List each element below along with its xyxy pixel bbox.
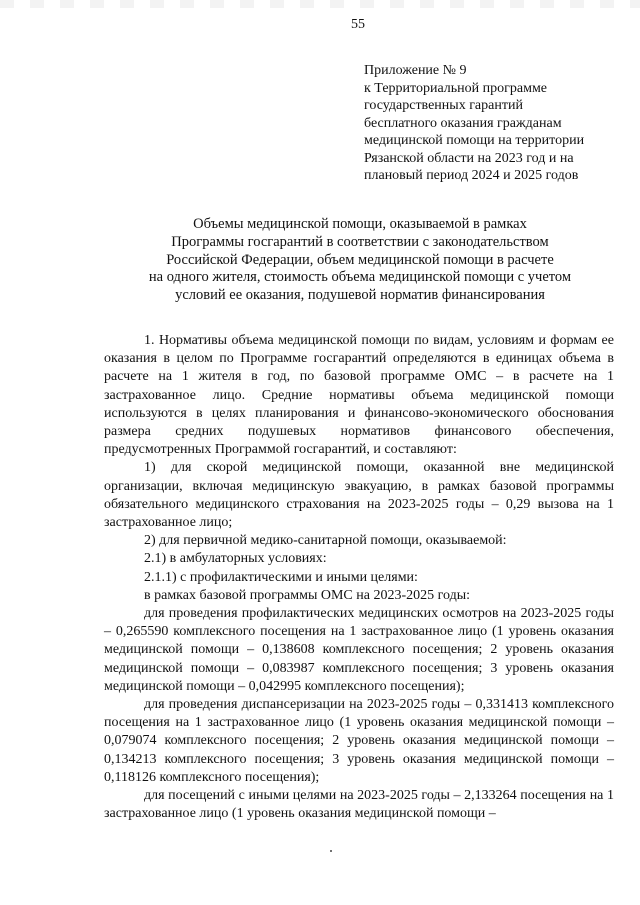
document-title [105, 216, 615, 305]
document-body [104, 332, 614, 823]
paragraph-preventive: 2.1.1) с профилактическими и иными целями: [144, 569, 418, 585]
paragraph-basic-program: в рамках базовой программы ОМС на 2023-2025 годы: [144, 587, 471, 603]
paragraph-emergency-care: 1) для скорой медицинской помощи, оказанной вне медицинской организации, включая медицинскую эвакуацию, в рамках базовой программы обязательного медицинского страхования на 2023-2025 годы – 0,29 вызова на 1 застрахованное лицо; [104, 460, 614, 531]
appendix-block [364, 62, 634, 185]
scan-artifact-strip [0, 0, 640, 8]
title-line: Объемы медицинской помощи, оказываемой в рамках [193, 216, 527, 232]
appendix-line: плановый период 2024 и 2025 годов [364, 168, 579, 183]
scan-dot [330, 850, 332, 852]
paragraph-dispensary: для проведения диспансеризации на 2023-2025 годы – 0,331413 комплексного посещения на 1 застрахованное лицо (1 уровень оказания медицинской помощи – 0,079074 комплексного посещения; 2 уровень оказания медицинской помощи – 0,134213 комплексного посещения; 3 уровень оказания медицинской помощи – 0,118126 комплексного посещения); [104, 697, 614, 785]
appendix-line: Приложение № 9 [364, 63, 467, 78]
title-line: условий ее оказания, подушевой норматив финансирования [175, 287, 545, 304]
appendix-line: Рязанской области на 2023 год и на [364, 150, 574, 166]
title-line: Российской Федерации, объем медицинской помощи в расчете [166, 251, 554, 268]
title-line: на одного жителя, стоимость объема медицинской помощи с учетом [148, 269, 572, 286]
paragraph-other-visits: для посещений с иными целями на 2023-2025 годы – 2,133264 посещения на 1 застрахованное лицо (1 уровень оказания медицинской помощи – [104, 788, 614, 822]
appendix-line: медицинской помощи на территории [364, 133, 585, 148]
paragraph-primary-care: 2) для первичной медико-санитарной помощи, оказываемой: [144, 533, 507, 549]
appendix-line: к Территориальной программе [364, 80, 548, 96]
appendix-line: бесплатного оказания гражданам [364, 115, 562, 131]
title-line: Программы госгарантий в соответствии с законодательством [171, 233, 549, 250]
paragraph-norms-intro: 1. Нормативы объема медицинской помощи по видам, условиям и формам ее оказания в целом по Программе госгарантий определяются в единицах объема в расчете на 1 жителя в год, по базовой программе ОМС – в расчете на 1 застрахованное лицо. Средние нормативы объема медицинской помощи используются в целях планирования и финансово-экономического обоснования размера средних подушевых нормативов финансового обеспечения, предусмотренных Программой госгарантий, и составляют: [104, 333, 614, 458]
appendix-line: государственных гарантий [364, 98, 523, 113]
paragraph-outpatient: 2.1) в амбулаторных условиях: [144, 551, 327, 567]
page-number: 55 [351, 17, 365, 32]
paragraph-preventive-exams: для проведения профилактических медицинских осмотров на 2023-2025 годы – 0,265590 комплексного посещения на 1 застрахованное лицо (1 уровень оказания медицинской помощи – 0,138608 комплексного посещения; 2 уровень оказания медицинской помощи – 0,083987 комплексного посещения; 3 уровень оказания медицинской помощи – 0,042995 комплексного посещения); [104, 606, 614, 694]
